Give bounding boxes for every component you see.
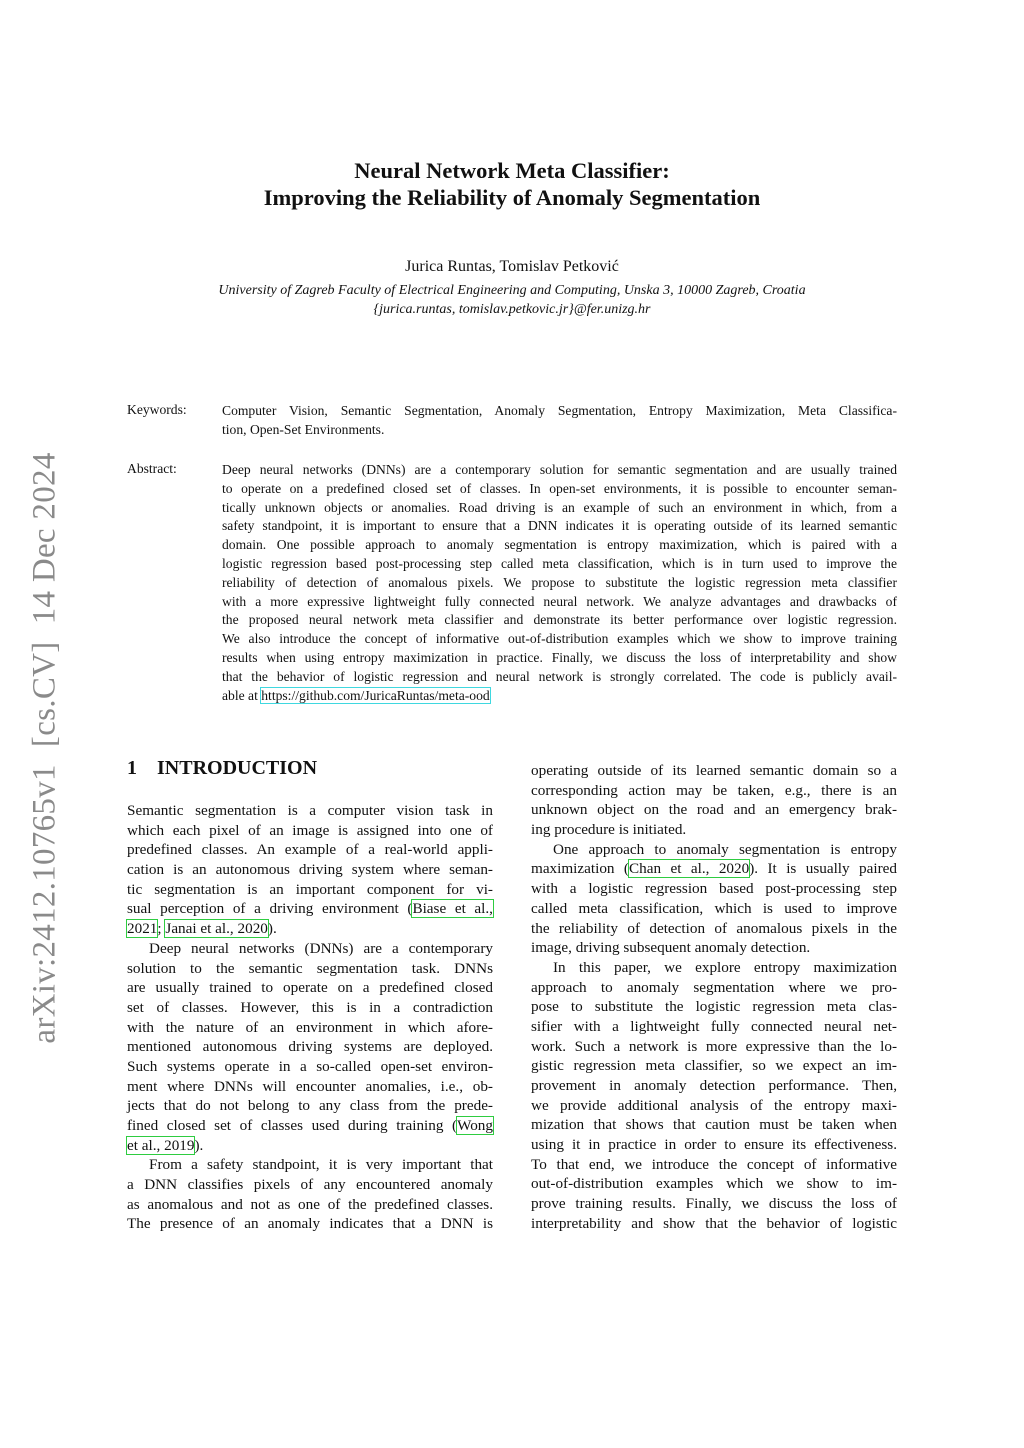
text-line <box>531 1135 897 1155</box>
text-line <box>127 1018 493 1038</box>
text-line <box>127 1116 493 1136</box>
text-run: operating outside of its learned semantic domain so a <box>531 762 897 779</box>
text-run: predefined classes. An example of a real-world appli- <box>127 841 493 859</box>
text-line <box>127 1096 493 1116</box>
arxiv-side-stamp: arXiv:2412.10765v1 [cs.CV] 14 Dec 2024 <box>26 452 63 1044</box>
text-run: as anomalous and not as one of the predefined classes. <box>127 1195 493 1213</box>
text-line <box>531 1115 897 1135</box>
email: {jurica.runtas, tomislav.petkovic.jr}@fer.unizg.hr <box>373 302 651 317</box>
text-run: tic segmentation is an important component for vi- <box>127 880 493 898</box>
text-run: ; <box>157 920 166 938</box>
citation-link[interactable]: Janai et al., 2020 <box>165 920 268 938</box>
text-line <box>127 1077 493 1097</box>
text-run: mentioned autonomous driving systems are deployed. <box>127 1038 493 1056</box>
text-line <box>222 421 897 440</box>
text-line <box>531 1056 897 1076</box>
text-run: results when using entropy maximization in practice. Finally, we discuss the loss of interpretability and show <box>222 649 897 665</box>
text-line <box>127 1214 493 1234</box>
text-line <box>531 919 897 939</box>
paragraph <box>127 801 493 939</box>
paper-title-line-2: Improving the Reliability of Anomaly Segmentation <box>263 185 761 210</box>
text-run: cation is an autonomous driving system where seman- <box>127 861 493 879</box>
paragraph <box>531 840 897 958</box>
text-line <box>222 687 897 706</box>
text-line <box>127 880 493 900</box>
text-line <box>127 978 493 998</box>
text-line <box>222 480 897 499</box>
text-run: ing procedure is initiated. <box>531 821 687 839</box>
text-run: Deep neural networks (DNNs) are a contemporary solution for semantic segmentation and are usually trained <box>222 462 897 477</box>
text-line <box>531 1214 897 1234</box>
text-line <box>127 998 493 1018</box>
text-run: with a logistic regression based post-processing step <box>531 880 897 898</box>
text-line <box>222 536 897 555</box>
text-line <box>222 668 897 687</box>
text-line <box>531 800 897 820</box>
text-line <box>127 1175 493 1195</box>
text-run: Such systems operate in a so-called open-set environ- <box>127 1057 493 1075</box>
text-run: corresponding action may be taken, e.g., there is an <box>531 781 897 799</box>
text-run: using it in practice in order to ensure its effectiveness. <box>531 1136 897 1154</box>
text-line <box>127 840 493 860</box>
text-line <box>531 1017 897 1037</box>
text-line <box>531 1076 897 1096</box>
text-run: To that end, we introduce the concept of informative <box>531 1155 897 1173</box>
text-line <box>531 859 897 879</box>
text-line <box>127 801 493 821</box>
text-line <box>531 761 897 781</box>
text-run: provement in anomaly detection performance. Then, <box>531 1077 897 1094</box>
text-line <box>531 978 897 998</box>
right-column <box>531 761 897 1234</box>
text-line <box>531 997 897 1017</box>
authors: Jurica Runtas, Tomislav Petković <box>405 258 619 275</box>
text-run: work. Such a network is more expressive than the lo- <box>531 1037 897 1055</box>
text-run: logistic regression based post-processing step called meta classification, which is in turn used to improve the <box>222 555 897 571</box>
text-run: Deep neural networks (DNNs) are a contemporary <box>149 939 493 957</box>
abstract-text <box>222 461 897 705</box>
text-line <box>222 517 897 536</box>
paper-title-line-1: Neural Network Meta Classifier: <box>354 158 670 183</box>
text-line <box>127 1057 493 1077</box>
text-run: jects that do not belong to any class from the prede- <box>127 1097 493 1115</box>
text-line <box>531 1037 897 1057</box>
keywords-text <box>222 402 897 440</box>
text-run: sual perception of a driving environment ( <box>127 900 413 918</box>
section-number: 1 <box>127 757 137 779</box>
text-run: unknown object on the road and an emergency brak- <box>531 801 897 819</box>
text-run: maximization ( <box>531 860 629 878</box>
text-run: One approach to anomaly segmentation is entropy <box>553 840 897 858</box>
text-run: We also introduce the concept of informative out-of-distribution examples which we show to improve training <box>222 631 897 647</box>
text-line <box>127 1155 493 1175</box>
keywords-label: Keywords: <box>127 402 187 417</box>
text-run: ment where DNNs will encounter anomalies, i.e., ob- <box>127 1077 493 1095</box>
text-run: In this paper, we explore entropy maximization <box>553 958 897 976</box>
text-line <box>127 899 493 919</box>
text-run: safety standpoint, it is important to ensure that a DNN indicates it is operating outside of its learned semantic <box>222 518 897 534</box>
text-line <box>127 1136 493 1156</box>
text-run: with the nature of an environment in which afore- <box>127 1018 493 1036</box>
text-run: called meta classification, which is used to improve <box>531 899 897 917</box>
text-run: Computer Vision, Semantic Segmentation, Anomaly Segmentation, Entropy Maximization, Meta Classifica- <box>222 403 897 418</box>
text-run: Semantic segmentation is a computer vision task in <box>127 802 493 819</box>
text-line <box>531 840 897 860</box>
text-line <box>222 649 897 668</box>
paragraph <box>127 1155 493 1234</box>
text-run: image, driving subsequent anomaly detection. <box>531 939 811 957</box>
text-line <box>127 860 493 880</box>
abstract-label: Abstract: <box>127 461 177 476</box>
text-run: ). <box>194 1136 204 1154</box>
text-line <box>531 938 897 958</box>
text-run: prove training results. Finally, we discuss the loss of <box>531 1195 897 1213</box>
text-run: pose to substitute the logistic regression meta clas- <box>531 998 897 1016</box>
text-run: able at <box>222 687 262 703</box>
citation-link[interactable]: Wong <box>457 1117 493 1134</box>
text-line <box>222 574 897 593</box>
text-line <box>531 1096 897 1116</box>
text-line <box>222 611 897 630</box>
text-line <box>222 461 897 480</box>
text-run: a DNN classifies pixels of any encountered anomaly <box>127 1176 493 1194</box>
text-run: ). It is usually paired <box>749 860 897 878</box>
paragraph <box>127 939 493 1156</box>
text-run: fined closed set of classes used during training ( <box>127 1117 458 1134</box>
text-line <box>222 630 897 649</box>
text-run: to operate on a predefined closed set of classes. In open-set environments, it is possible to encounter seman- <box>222 480 897 496</box>
text-line <box>531 781 897 801</box>
affiliation: University of Zagreb Faculty of Electrical Engineering and Computing, Unska 3, 10000 Zagreb, Croatia <box>218 283 806 298</box>
code-url-link[interactable]: https://github.com/JuricaRuntas/meta-ood <box>261 687 490 703</box>
text-run: sifier with a lightweight fully connected neural net- <box>531 1017 897 1035</box>
text-line <box>127 821 493 841</box>
text-run: the reliability of detection of anomalous pixels in the <box>531 919 897 937</box>
text-line <box>222 593 897 612</box>
text-run: approach to anomaly segmentation where we pro- <box>531 978 897 996</box>
citation-link[interactable]: Chan et al., 2020 <box>629 860 750 878</box>
text-run: which each pixel of an image is assigned into one of <box>127 821 493 839</box>
text-run: mization that shows that caution must be taken when <box>531 1116 897 1134</box>
text-line <box>531 1155 897 1175</box>
text-run: gistic regression meta classifier, so we expect an im- <box>531 1057 897 1075</box>
text-run: that the behavior of logistic regression and neural network is strongly correlated. The code is publicly avail- <box>222 668 897 684</box>
text-run: with a more expressive lightweight fully connected neural network. We analyze advantages and drawbacks of <box>222 593 897 609</box>
text-run: are usually trained to operate on a predefined closed <box>127 979 493 997</box>
text-line <box>127 1037 493 1057</box>
text-line <box>531 958 897 978</box>
text-run: reliability of detection of anomalous pixels. We propose to substitute the logistic regression meta classifier <box>222 574 897 590</box>
text-run: From a safety standpoint, it is very important that <box>149 1156 493 1174</box>
text-line <box>222 499 897 518</box>
text-line <box>127 939 493 959</box>
text-run: tion, Open-Set Environments. <box>222 421 385 437</box>
text-line <box>127 959 493 979</box>
paragraph <box>531 958 897 1234</box>
text-run: The presence of an anomaly indicates that a DNN is <box>127 1215 493 1233</box>
text-run: set of classes. However, this is in a contradiction <box>127 998 493 1016</box>
text-line <box>222 402 897 421</box>
section-title: INTRODUCTION <box>157 757 318 779</box>
text-run: ). <box>267 920 277 938</box>
text-line <box>127 1195 493 1215</box>
text-run: interpretability and show that the behavior of logistic <box>531 1214 897 1232</box>
citation-link[interactable]: Biase et al., <box>412 900 493 918</box>
citation-link[interactable]: 2021 <box>127 920 158 938</box>
section-heading <box>127 757 337 780</box>
text-line <box>127 919 493 939</box>
text-run: we provide additional analysis of the entropy maxi- <box>531 1096 897 1114</box>
text-line <box>222 555 897 574</box>
text-line <box>531 820 897 840</box>
paragraph <box>531 761 897 840</box>
citation-link[interactable]: et al., 2019 <box>127 1136 195 1154</box>
text-run: tically unknown objects or anomalies. Road driving is an example of such an environment in which, from a <box>222 499 897 515</box>
text-run: solution to the semantic segmentation task. DNNs <box>127 959 493 977</box>
text-line <box>531 1194 897 1214</box>
left-column <box>127 801 493 1234</box>
text-run: out-of-distribution examples which we show to im- <box>531 1175 897 1193</box>
text-line <box>531 899 897 919</box>
text-run: the proposed neural network meta classifier and demonstrate its better performance over logistic regression. <box>222 612 897 628</box>
text-line <box>531 879 897 899</box>
text-line <box>531 1174 897 1194</box>
text-run: domain. One possible approach to anomaly segmentation is entropy maximization, which is paired with a <box>222 537 897 553</box>
